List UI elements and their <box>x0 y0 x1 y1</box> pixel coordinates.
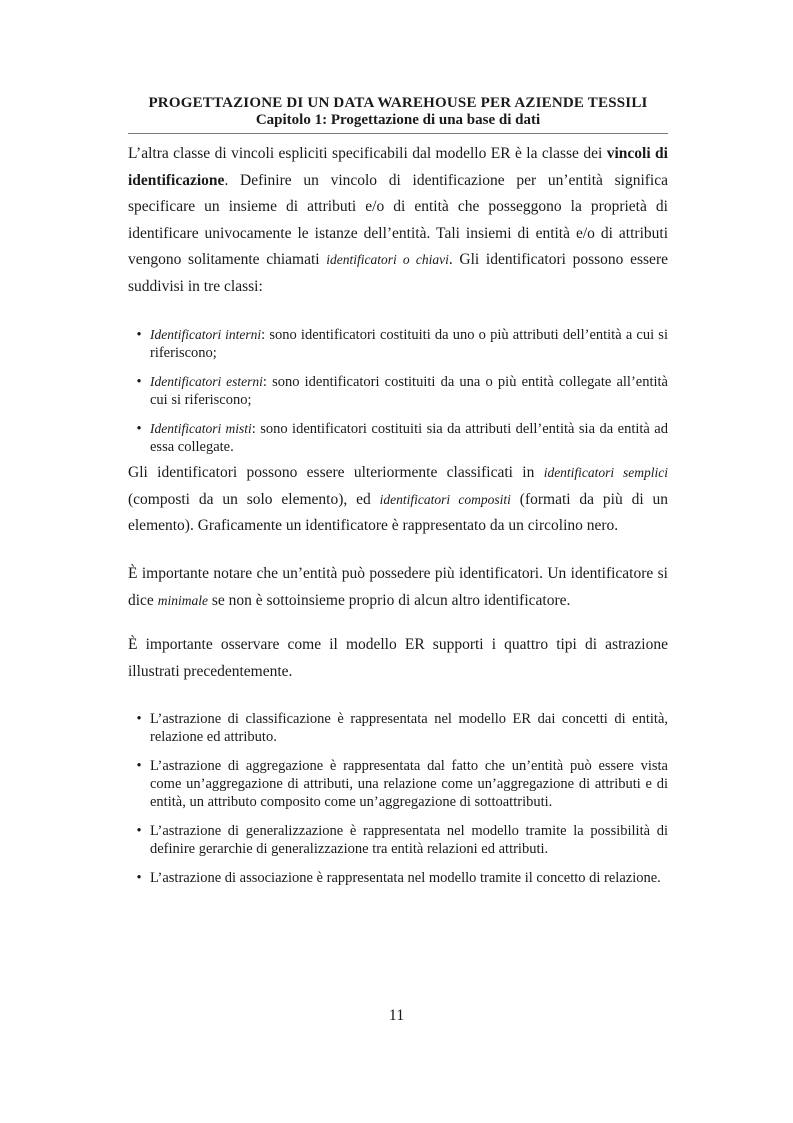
italic-term: minimale <box>157 592 208 608</box>
identifier-types-list <box>128 326 668 467</box>
italic-term: Identificatori interni <box>150 327 262 342</box>
list-item-text: : sono identificatori costituiti da una o più entità collegate all’entità cui si riferiscono; <box>150 374 668 408</box>
header-subtitle: Capitolo 1: Progettazione di una base di dati <box>255 112 541 128</box>
italic-term: identificatori o chiavi <box>326 252 449 267</box>
text-run: (composti da un solo elemento), ed <box>128 490 380 508</box>
italic-term: Identificatori esterni <box>150 374 263 389</box>
list-item <box>128 869 668 887</box>
text-run: . Gli identificatori possono essere suddivisi in tre classi: <box>128 251 668 295</box>
text-run: È importante notare che un’entità può possedere più identificatori. Un identificatore si dice <box>128 565 668 609</box>
list-item-text: : sono identificatori costituiti sia da attributi dell’entità sia da entità ad essa collegate. <box>150 421 668 455</box>
italic-term: identificatori compositi <box>379 491 511 507</box>
header-rule <box>128 133 668 134</box>
list-item <box>128 326 668 362</box>
text-run: . Definire un vincolo di identificazione per un’entità significa specificare un insieme di attributi e/o di entità che posseggono la proprietà di identificare univocamente le istanze dell’entità. Tali insiemi di entità e/o di attributi vengono solitamente chiamati <box>128 171 668 268</box>
bullet-icon: • <box>136 823 142 839</box>
paragraph-identifier-classification <box>128 460 668 540</box>
paragraph-identification-constraints <box>128 141 668 300</box>
bullet-icon: • <box>136 374 142 390</box>
italic-term: identificatori semplici <box>543 465 668 480</box>
list-item <box>128 822 668 858</box>
list-item <box>128 757 668 811</box>
text-run: Gli identificatori possono essere ulteriormente classificati in <box>128 464 544 481</box>
header-title: PROGETTAZIONE DI UN DATA WAREHOUSE PER AZIENDE TESSILI <box>148 95 648 111</box>
page-number: 11 <box>388 1007 405 1024</box>
abstraction-list <box>128 710 668 898</box>
list-item-text: L’astrazione di classificazione è rappresentata nel modello ER dai concetti di entità, relazione ed attributo. <box>150 711 668 745</box>
list-item <box>128 710 668 746</box>
bullet-icon: • <box>136 758 142 774</box>
text-run: se non è sottoinsieme proprio di alcun altro identificatore. <box>207 591 571 609</box>
italic-term: Identificatori misti <box>150 421 252 436</box>
bullet-icon: • <box>136 421 142 437</box>
list-item-text: L’astrazione di aggregazione è rappresentata dal fatto che un’entità può essere vista come un’aggregazione di attributi, una relazione come un’aggregazione di attributi e di entità, un attributo composito come un’aggregazione di sottoattributi. <box>150 758 668 810</box>
running-header <box>128 95 668 129</box>
list-item-text: : sono identificatori costituiti da uno o più attributi dell’entità a cui si riferiscono; <box>150 327 668 361</box>
paragraph-minimal-identifier <box>128 561 668 614</box>
paragraph-abstraction-types: È importante osservare come il modello ER supporti i quattro tipi di astrazione illustrati precedentemente. <box>128 636 668 680</box>
bullet-icon: • <box>136 870 142 886</box>
list-item <box>128 373 668 409</box>
text-run: L’altra classe di vincoli espliciti specificabili dal modello ER è la classe dei <box>128 145 607 162</box>
bold-term: vincoli di identificazione <box>128 145 668 189</box>
bullet-icon: • <box>136 327 142 343</box>
bullet-icon: • <box>136 711 142 727</box>
text-run: (formati da più di un elemento). Graficamente un identificatore è rappresentato da un circolino nero. <box>128 490 668 534</box>
list-item-text: L’astrazione di associazione è rappresentata nel modello tramite il concetto di relazione. <box>150 870 661 886</box>
list-item-text: L’astrazione di generalizzazione è rappresentata nel modello tramite la possibilità di definire gerarchie di generalizzazione tra entità relazioni ed attributi. <box>150 823 668 857</box>
list-item <box>128 420 668 456</box>
